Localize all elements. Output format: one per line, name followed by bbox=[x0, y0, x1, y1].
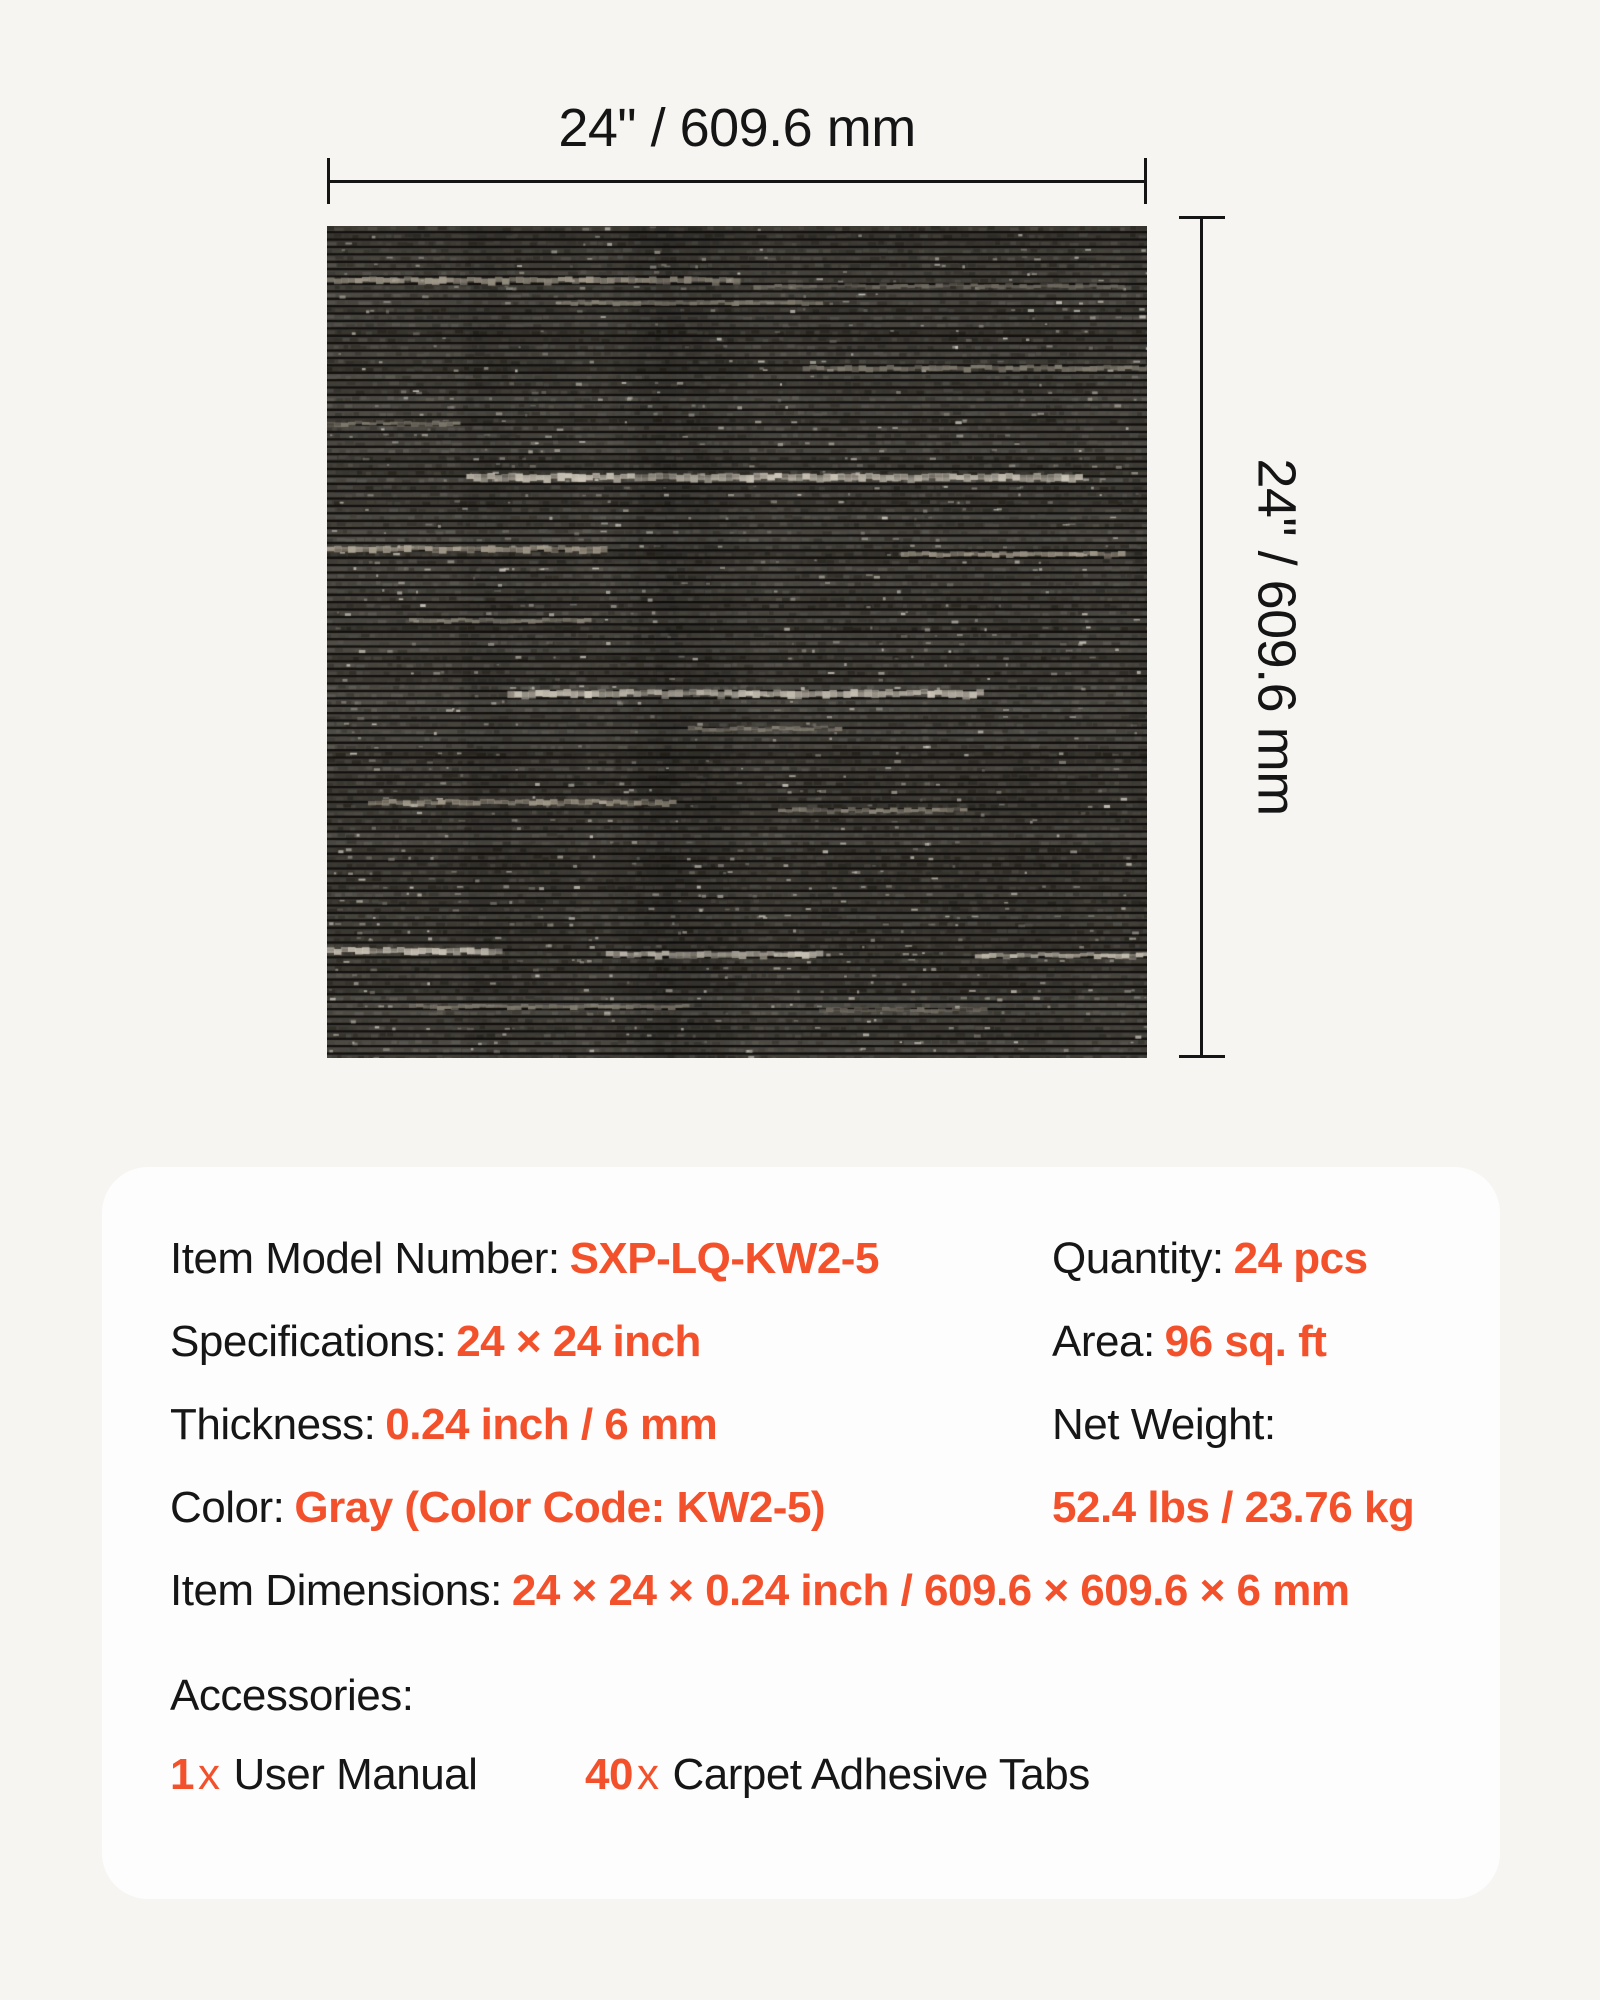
width-dimension-tick-left bbox=[327, 158, 330, 204]
spec-value: SXP-LQ-KW2-5 bbox=[569, 1234, 879, 1283]
spec-panel bbox=[102, 1167, 1500, 1899]
accessory-times: x bbox=[197, 1750, 220, 1799]
accessory-name: User Manual bbox=[233, 1750, 478, 1799]
carpet-tile-image bbox=[327, 226, 1147, 1058]
spec-label: Color: bbox=[170, 1483, 285, 1532]
accessory-count: 1 bbox=[170, 1750, 194, 1799]
accessory-name: Carpet Adhesive Tabs bbox=[672, 1750, 1090, 1799]
spec-label: Quantity: bbox=[1052, 1234, 1224, 1283]
spec-label: Thickness: bbox=[170, 1400, 376, 1449]
width-dimension-line bbox=[327, 180, 1147, 183]
spec-label: Net Weight: bbox=[1052, 1400, 1276, 1449]
spec-value: 24 × 24 inch bbox=[456, 1317, 701, 1366]
spec-value: 96 sq. ft bbox=[1164, 1317, 1327, 1366]
spec-value: 24 × 24 × 0.24 inch / 609.6 × 609.6 × 6 mm bbox=[511, 1566, 1350, 1615]
accessory-item bbox=[585, 1750, 1090, 1799]
spec-value: 24 pcs bbox=[1233, 1234, 1368, 1283]
spec-value: 0.24 inch / 6 mm bbox=[385, 1400, 718, 1449]
accessory-times: x bbox=[636, 1750, 659, 1799]
spec-value: 52.4 lbs / 23.76 kg bbox=[1052, 1483, 1415, 1532]
spec-label: Area: bbox=[1052, 1317, 1155, 1366]
width-dimension-label: 24" / 609.6 mm bbox=[558, 98, 916, 158]
spec-value: Gray (Color Code: KW2-5) bbox=[294, 1483, 826, 1532]
width-dimension-tick-right bbox=[1144, 158, 1147, 204]
spec-label: Specifications: bbox=[170, 1317, 447, 1366]
height-dimension-label: 24" / 609.6 mm bbox=[1246, 458, 1307, 816]
spec-label: Item Model Number: bbox=[170, 1234, 560, 1283]
accessory-count: 40 bbox=[585, 1750, 633, 1799]
height-dimension-tick-top bbox=[1179, 216, 1225, 219]
height-dimension-line bbox=[1200, 218, 1203, 1058]
spec-label: Item Dimensions: bbox=[170, 1566, 502, 1615]
height-dimension-tick-bottom bbox=[1179, 1055, 1225, 1058]
accessory-item bbox=[170, 1750, 478, 1799]
accessories-heading: Accessories: bbox=[170, 1671, 414, 1720]
